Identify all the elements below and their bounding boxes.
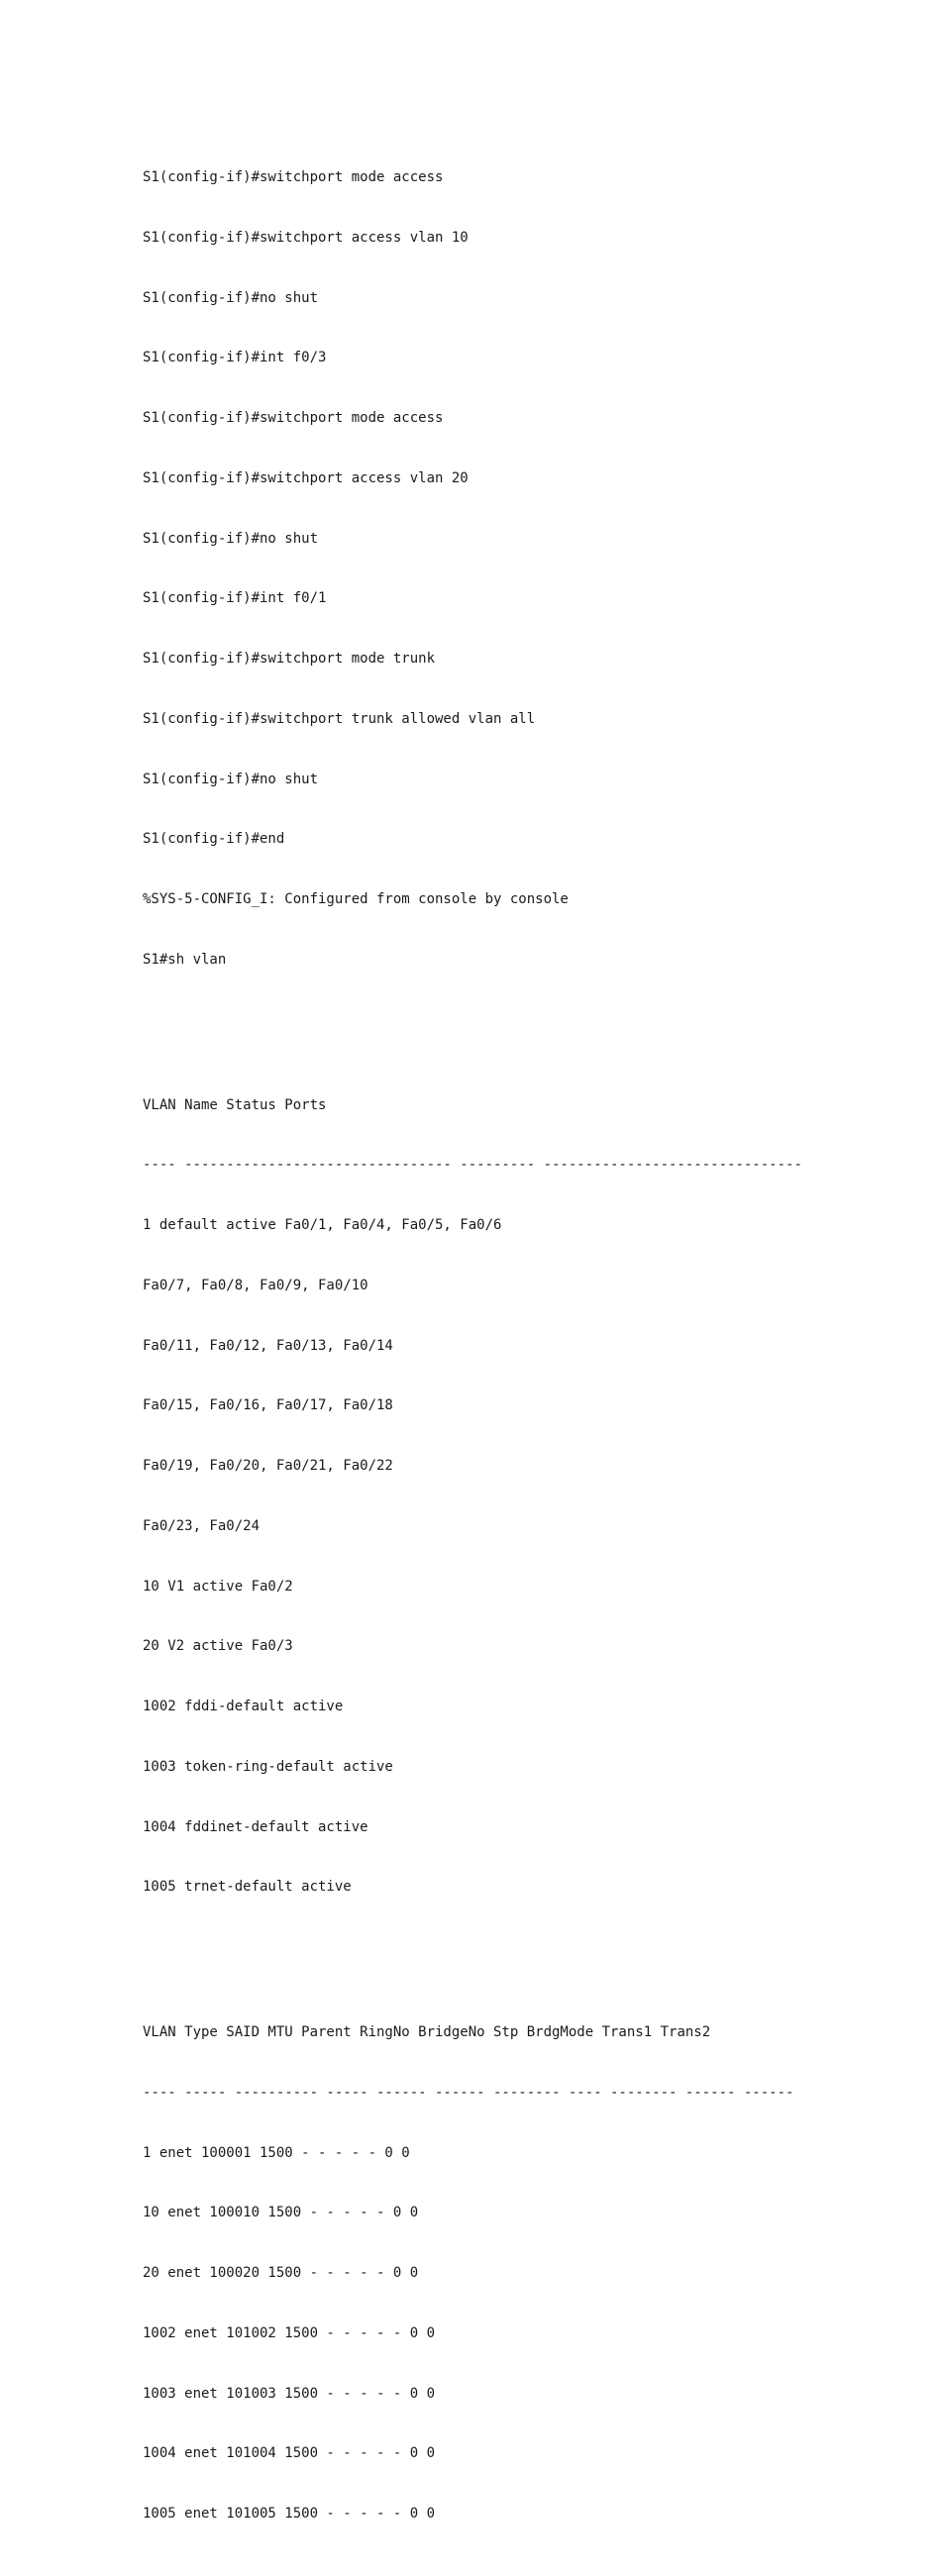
spacer xyxy=(143,1022,895,1044)
vlan-table-row: 1004 fddinet-default active xyxy=(143,1818,368,1835)
config-line: S1(config-if)#switchport access vlan 10 xyxy=(143,229,469,246)
config-line: S1(config-if)#switchport mode access xyxy=(143,169,444,185)
vlan-table-row: Fa0/19, Fa0/20, Fa0/21, Fa0/22 xyxy=(143,1458,393,1474)
type-table-row: 20 enet 100020 1500 - - - - - 0 0 xyxy=(143,2265,419,2281)
syslog-line: %SYS-5-CONFIG_I: Configured from console by console xyxy=(143,891,569,907)
config-line: S1(config-if)#no shut xyxy=(143,289,319,306)
vlan-table-row: 1003 token-ring-default active xyxy=(143,1758,393,1775)
config-line: S1(config-if)#int f0/3 xyxy=(143,350,327,366)
config-line: S1(config-if)#switchport trunk allowed vlan all xyxy=(143,710,536,727)
type-table-row: 1003 enet 101003 1500 - - - - - 0 0 xyxy=(143,2385,436,2402)
vlan-table-row: 20 V2 active Fa0/3 xyxy=(143,1638,293,1655)
config-line: S1(config-if)#end xyxy=(143,831,285,848)
vlan-table-row: Fa0/11, Fa0/12, Fa0/13, Fa0/14 xyxy=(143,1337,393,1354)
config-line: S1(config-if)#switchport mode access xyxy=(143,410,444,426)
vlan-table-row: 1005 trnet-default active xyxy=(143,1879,352,1896)
vlan-table-row: Fa0/15, Fa0/16, Fa0/17, Fa0/18 xyxy=(143,1397,393,1414)
type-table-row: 1 enet 100001 1500 - - - - - 0 0 xyxy=(143,2144,410,2161)
type-table-row: 10 enet 100010 1500 - - - - - 0 0 xyxy=(143,2205,419,2221)
vlan-table-row: 10 V1 active Fa0/2 xyxy=(143,1578,293,1595)
spacer xyxy=(143,1949,895,1971)
config-line: S1(config-if)#switchport access vlan 20 xyxy=(143,469,469,486)
vlan-table-separator: ---- -------------------------------- --------- ------------------------------- xyxy=(143,1157,802,1174)
type-table-row: 1004 enet 101004 1500 - - - - - 0 0 xyxy=(143,2445,436,2462)
vlan-table-header: VLAN Name Status Ports xyxy=(143,1096,327,1113)
vlan-table-row: 1 default active Fa0/1, Fa0/4, Fa0/5, Fa0/6 xyxy=(143,1217,502,1233)
vlan-table-row: 1002 fddi-default active xyxy=(143,1699,344,1714)
config-line: S1(config-if)#no shut xyxy=(143,530,319,547)
type-table-separator: ---- ----- ---------- ----- ------ ------ -------- ---- -------- ------ ------ xyxy=(143,2084,794,2101)
type-table-row: 1005 enet 101005 1500 - - - - - 0 0 xyxy=(143,2506,436,2522)
config-line: S1(config-if)#switchport mode trunk xyxy=(143,651,436,667)
console-output xyxy=(143,116,895,2576)
config-line: S1(config-if)#int f0/1 xyxy=(143,590,327,607)
config-line: S1(config-if)#no shut xyxy=(143,771,319,787)
show-vlan-command: S1#sh vlan xyxy=(143,951,227,968)
vlan-table-row: Fa0/7, Fa0/8, Fa0/9, Fa0/10 xyxy=(143,1277,368,1293)
type-table-header: VLAN Type SAID MTU Parent RingNo BridgeNo Stp BrdgMode Trans1 Trans2 xyxy=(143,2024,711,2040)
vlan-table-row: Fa0/23, Fa0/24 xyxy=(143,1517,261,1534)
type-table-row: 1002 enet 101002 1500 - - - - - 0 0 xyxy=(143,2324,436,2341)
